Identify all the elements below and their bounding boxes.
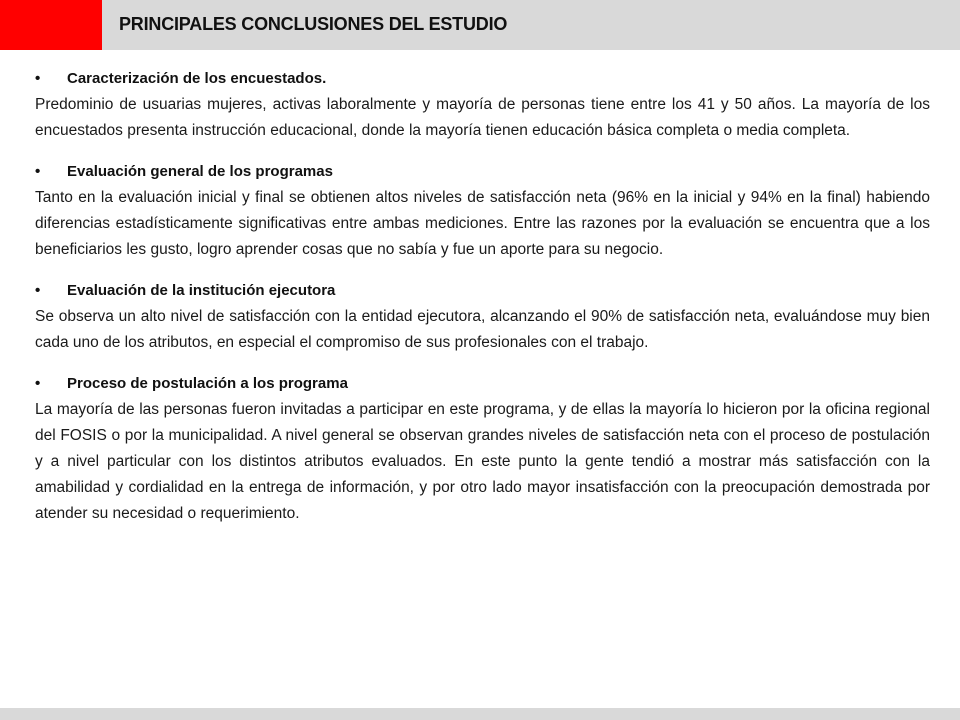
section-body: La mayoría de las personas fueron invitadas a participar en este programa, y de ellas la mayoría lo hicieron por la oficina regional del FOSIS o por la municipalidad. A nivel general se observan grandes niveles de satisfacción neta con el proceso de postulación y a nivel particular con los distintos atributos evaluados. En este punto la gente tendió a mostrar más satisfacción con la amabilidad y cordialidad en la entrega de información, y por otro lado mayor insatisfacción con la preocupación demostrada por atender su necesidad o requerimiento.: [35, 401, 930, 522]
section-heading: [35, 159, 930, 185]
section-heading: [35, 66, 930, 92]
bullet-icon: •: [35, 375, 41, 392]
section-heading-text: Proceso de postulación a los programa: [67, 375, 348, 392]
section-heading-text: Evaluación general de los programas: [67, 163, 333, 180]
section-heading-text: Evaluación de la institución ejecutora: [67, 282, 336, 299]
bullet-icon: •: [35, 70, 41, 87]
section-body: Tanto en la evaluación inicial y final se obtienen altos niveles de satisfacción neta (96% en la inicial y 94% en la final) habiendo diferencias estadísticamente significativas entre ambas mediciones. Entre las razones por la evaluación se encuentra que a los beneficiarios les gusto, logro aprender cosas que no sabía y fue un aporte para su negocio.: [35, 189, 930, 258]
conclusions-content: [35, 66, 930, 542]
section-heading: [35, 278, 930, 304]
section-body: Se observa un alto nivel de satisfacción con la entidad ejecutora, alcanzando el 90% de satisfacción neta, evaluándose muy bien cada uno de los atributos, en especial el compromiso de sus profesionales con el trabajo.: [35, 308, 930, 351]
section-heading: [35, 371, 930, 397]
section-institution-evaluation: [35, 278, 930, 356]
header-accent-block: [0, 0, 102, 50]
section-heading-text: Caracterización de los encuestados.: [67, 70, 327, 87]
section-body: Predominio de usuarias mujeres, activas laboralmente y mayoría de personas tiene entre los 41 y 50 años. La mayoría de los encuestados presenta instrucción educacional, donde la mayoría tienen educación básica completa o media completa.: [35, 96, 930, 139]
section-general-evaluation: [35, 159, 930, 263]
section-characterization: [35, 66, 930, 144]
bullet-icon: •: [35, 163, 41, 180]
bullet-icon: •: [35, 282, 41, 299]
page-title: PRINCIPALES CONCLUSIONES DEL ESTUDIO: [119, 14, 508, 34]
footer-bar: [0, 708, 960, 720]
section-application-process: [35, 371, 930, 527]
